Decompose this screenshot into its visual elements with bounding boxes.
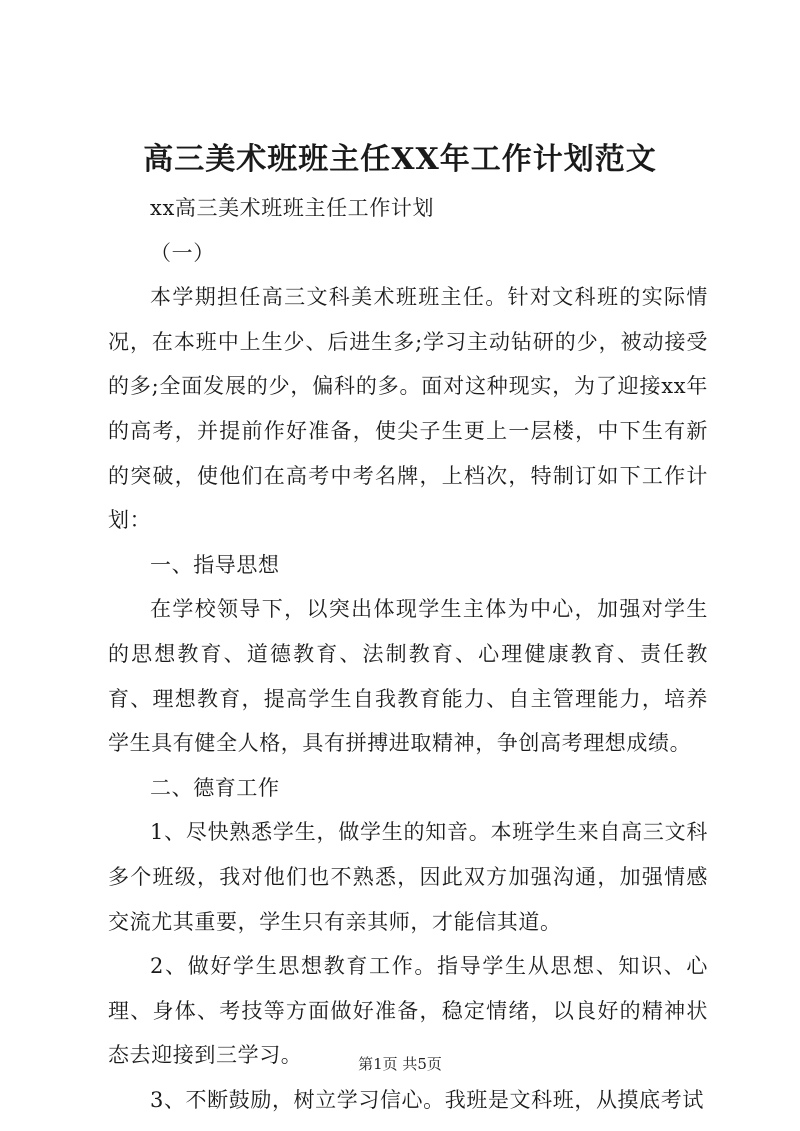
document-body — [108, 186, 708, 1122]
document-title: 高三美术班班主任XX年工作计划范文 — [143, 142, 657, 177]
moral-item-3-paragraph: 3、不断鼓励，树立学习信心。我班是文科班，从摸底考试 — [150, 1087, 704, 1112]
moral-item-2-paragraph: 2、做好学生思想教育工作。指导学生从思想、知识、心理、身体、考技等方面做好准备，稳定情绪，以良好的精神状态去迎接到三学习。 — [108, 954, 708, 1068]
heading-moral-education: 二、德育工作 — [150, 775, 280, 800]
heading-guiding-ideology: 一、指导思想 — [150, 552, 280, 577]
section-number-paragraph: （一） — [150, 240, 215, 265]
guiding-ideology-paragraph: 在学校领导下，以突出体现学生主体为中心，加强对学生的思想教育、道德教育、法制教育、心理健康教育、责任教育、理想教育，提高学生自我教育能力、自主管理能力，培养学生具有健全人格，具有拼搏进取精神，争创高考理想成绩。 — [108, 597, 708, 756]
subtitle-paragraph: xx高三美术班班主任工作计划 — [150, 196, 435, 220]
intro-paragraph: 本学期担任高三文科美术班班主任。针对文科班的实际情况，在本班中上生少、后进生多;学习主动钻研的少，被动接受的多;全面发展的少，偏科的多。面对这种现实，为了迎接xx年的高考，并提前作好准备，使尖子生更上一层楼，中下生有新的突破，使他们在高考中考名牌，上档次，特制订如下工作计划： — [108, 285, 708, 533]
moral-item-1-paragraph: 1、尽快熟悉学生，做学生的知音。本班学生来自高三文科多个班级，我对他们也不熟悉，因此双方加强沟通，加强情感交流尤其重要，学生只有亲其师，才能信其道。 — [108, 820, 708, 934]
page-number-footer: 第1页 共5页 — [358, 1055, 442, 1073]
